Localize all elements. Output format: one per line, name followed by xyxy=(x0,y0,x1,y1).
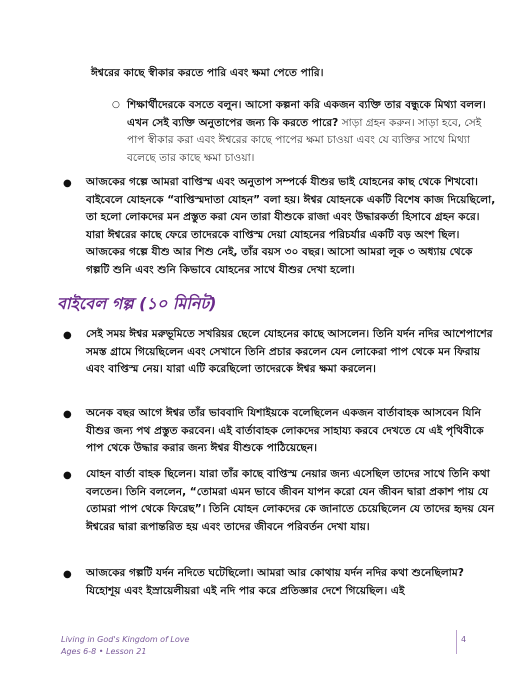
bullet-dot-icon: ● xyxy=(63,409,72,420)
section-heading-bible-story: বাইবেল গল্প (১০ মিনিট) xyxy=(57,294,217,313)
footer-lesson-info: Ages 6-8 • Lesson 21 xyxy=(61,647,147,656)
footer-divider xyxy=(456,630,457,654)
sub-bullet-text xyxy=(127,97,502,167)
sub-bullet-response-text: সাড়া গ্রহন করুন। সাড়া হবে, সেই পাপ স্বীকার করা এবং ঈশ্বরের কাছে পাপের ক্ষমা চাওয়া এবং যে ব্যক্তির সাথে মিথ্যা বলেছে তার কাছে ক্ষমা চাওয়া। xyxy=(127,116,482,164)
footer-course-info xyxy=(61,634,189,658)
story-paragraph-4: আজকের গল্পটি যর্দন নদিতে ঘটেছিলো। আমরা আর কোথায় যর্দন নদির কথা শুনেছিলাম? যিহোশূয় এবং ইস্রায়েলীয়রা এই নদি পার করে প্রতিজ্ঞার দেশে গিয়েছিল। এই xyxy=(86,567,464,597)
intro-lesson-paragraph: আজকের গল্পে আমরা বাপ্তিস্ম এবং অনুতাপ সম্পর্কে যীশুর ভাই যোহনের কাছ থেকে শিখবো। বাইবেলে যোহনকে “বাপ্তিস্মদাতা যোহন” বলা হয়। ঈশ্বর যোহনকে একটি বিশেষ কাজ দিয়েছিলো, তা হলো লোকদের মন প্রস্তুত করা যেন তারা যীশুকে রাজা এবং উদ্ধারকর্তা হিসাবে গ্রহন করে। যারা ঈশ্বরের কাছে ফেরে তাদেরকে বাপ্তিস্ম দেয়া যোহনের পরিচর্যার একটি বড় অংশ ছিল। আজকের গল্পে যীশু আর শিশু নেই, তাঁর বয়স ৩০ বছর। আসো আমরা লূক ৩ অধ্যায় থেকে গল্পটি শুনি এবং শুনি কিভাবে যোহনের সাথে যীশুর দেখা হলো। xyxy=(86,176,496,276)
footer-page-number: 4 xyxy=(461,635,467,644)
bullet-dot-icon: ● xyxy=(63,470,72,481)
story-paragraph-3: যোহন বার্তা বাহক ছিলেন। যারা তাঁর কাছে বাপ্তিস্ম নেয়ার জন্য এসেছিল তাদের সাথে তিনি কথা বলতেন। তিনি বললেন, “তোমরা এমন ভাবে জীবন যাপন করো যেন জীবন দ্বারা প্রকাশ পায় যে তোমরা পাপ থেকে ফিরেছ”। তিনি যোহন লোকদের কে জানাতে চেয়েছিলেন যে তাদের হৃদয় যেন ঈশ্বরের দ্বারা রূপান্তরিত হয় এবং তাদের জীবনে পরিবর্তন দেখা যায়। xyxy=(86,468,495,533)
bullet-dot-icon: ● xyxy=(63,569,72,580)
sub-bullet-bold-text: শিক্ষার্থীদেরকে বসতে বলুন। আসো কল্পনা করি একজন ব্যক্তি তার বন্ধুকে মিথ্যা বলল। এখন সেই ব্যক্তি অনুতাপের জন্য কি করতে পারে? xyxy=(127,99,486,129)
bullet-dot-icon: ● xyxy=(63,330,72,341)
story-paragraph-1: সেই সময় ঈশ্বর মরুভূমিতে সখরিয়র ছেলে যোহনের কাছে আসলেন। তিনি যর্দন নদির আশেপাশের সমস্ত গ্রামে গিয়েছিলেন এবং সেখানে তিনি প্রচার করলেন যেন লোকেরা পাপ থেকে মন ফিরায় এবং বাপ্তিস্ম নেয়। যারা এটি করেছিলো তাদেরকে ঈশ্বর ক্ষমা করলেন। xyxy=(86,328,493,375)
footer-course-title: Living in God's Kingdom of Love xyxy=(61,635,190,644)
story-paragraph-2: অনেক বছর আগে ঈশ্বর তাঁর ভাববাদি যিশাইয়কে বলেছিলেন একজন বার্তাবাহক আসবেন যিনি যীশুর জন্য পথ প্রস্তুত করবেন। এই বার্তাবাহক লোকদের সাহায্য করবে দেখতে যে এই পৃথিবীকে পাপ থেকে উদ্ধার করার জন্য ঈশ্বর যীশুকে পাঠিয়েছেন। xyxy=(86,407,484,454)
sub-bullet-circle-icon: ○ xyxy=(112,100,120,110)
intro-confession-line: ঈশ্বরের কাছে স্বীকার করতে পারি এবং ক্ষমা পেতে পারি। xyxy=(91,67,324,79)
bullet-dot-icon: ● xyxy=(63,178,72,189)
